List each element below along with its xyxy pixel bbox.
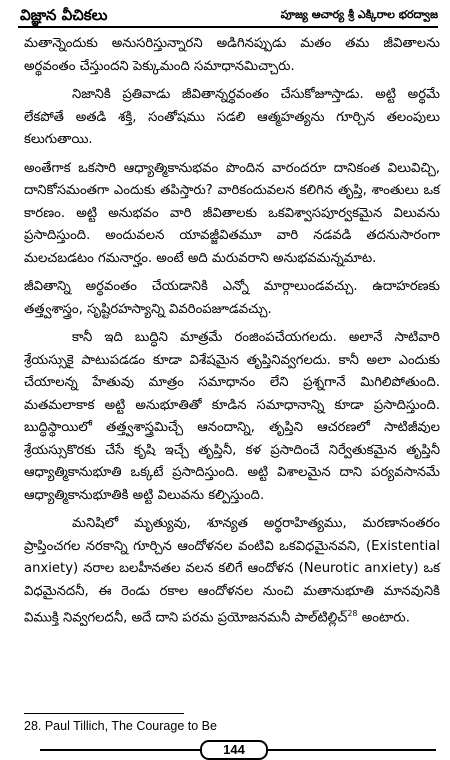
paragraph-6 [24, 513, 440, 630]
running-header [18, 2, 438, 28]
body-text [24, 33, 440, 636]
author-name: పూజ్య ఆచార్య శ్రీ ఎక్కిరాల భరద్వాజ [280, 8, 438, 21]
page-number-bar [40, 740, 436, 758]
book-title: విజ్ఞాన వీచికలు [20, 6, 108, 24]
paragraph-1: మతాన్నెందుకు అనుసరిస్తున్నారని అడిగినప్పుడు మతం తమ జీవితాలను అర్థవంతం చేస్తుందని పెక్కుమంది సమాధానమిచ్చారు. [24, 36, 440, 74]
footnote-rule [24, 713, 184, 714]
paragraph-2: నిజానికి ప్రతివాడు జీవితాన్నర్థవంతం చేసుకోజూస్తాడు. అట్టి అర్థమే లేకపోతే అతడి శక్తి, సంతోషము సడలి ఆత్మహత్యను గూర్చిన తలంపులు కలుగుతాయి. [24, 87, 440, 147]
paragraph-6-text: మనిషిలో మృత్యువు, శూన్యత అర్థరాహిత్యము, మరణానంతరం ప్రాప్తించగల నరకాన్ని గూర్చిన ఆందోళనల వంటివి ఒకవిధమైనవని, (Existential anxiety) నరాల బలహీనతల వలన కలిగే ఆందోళన (Neurotic anxiety) ఒక విధమైనదనీ, ఈ రెండు రకాల ఆందోళనల నుంచి మతానుభూతి మానవునికి విముక్తి నివ్వగలదనీ, అదే దాని పరమ ప్రయోజనమనీ పాల్‌టిల్లిచ్ [24, 516, 440, 626]
page-number: 144 [200, 740, 268, 760]
paragraph-4: జీవితాన్ని అర్థవంతం చేయడానికి ఎన్నో మార్గాలుండవచ్చు. ఉదాహరణకు తత్త్వశాస్త్రం, సృష్టిరహస్యాన్ని వివరింపజూడవచ్చు. [24, 279, 440, 317]
paragraph-5: కానీ ఇది బుద్ధిని మాత్రమే రంజింపచేయగలదు. అలానే సాటివారి శ్రేయస్సుకై పాటుపడడం కూడా విశేషమైన తృప్తినివ్వగలదు. కానీ అలా ఎందుకు చేయాలన్న హేతువు మాత్రం సమాధానం లేని ప్రశ్నగానే మిగిలిపోతుంది. మతమలాకాక అట్టి అనుభూతితో కూడిన సమాధానాన్ని కూడా ప్రసాదిస్తుంది. బుద్ధిస్థాయిలో తత్త్వశాస్త్రమిచ్చే ఆనందాన్ని, తృప్తిని ఆచరణలో సాటిజీవుల శ్రేయస్సుకొరకు చేసే కృషి ఇచ్చే తృప్తినీ, కళ ప్రసాదించే నిర్వేతుకమైన తృప్తినీ ఆధ్యాత్మికానుభూతి ఒక్కటే ప్రసాదిస్తుంది. అట్టి విశాలమైన దాని పర్యవసానమే ఆధ్యాత్మికానుభూతికి అట్టి విలువను కల్పిస్తుంది. [24, 330, 440, 503]
paragraph-6-tail: అంటారు. [357, 610, 410, 626]
footnote-marker: 28 [347, 609, 358, 618]
footnote: 28. Paul Tillich, The Courage to Be [24, 719, 217, 733]
paragraph-3: అంతేగాక ఒకసారి ఆధ్యాత్మికానుభవం పొందిన వారందరూ దానికంత విలువిచ్చి, దానికోసమంతగా ఎందుకు తపిస్తారు? వారికందువలన కలిగిన తృప్తి, శాంతులు ఒక కారణం. అట్టి అనుభవం వారి జీవితాలకు ఒకవిశ్వాసపూర్వకమైన విలువను ప్రసాదిస్తుంది. అందువలన యావజ్జీవితమూ వారి నడవడి తదనుసారంగా మలచబడటం గమనార్హం. అంటే అది మరువరాని అనుభవమన్నమాట. [24, 160, 440, 266]
